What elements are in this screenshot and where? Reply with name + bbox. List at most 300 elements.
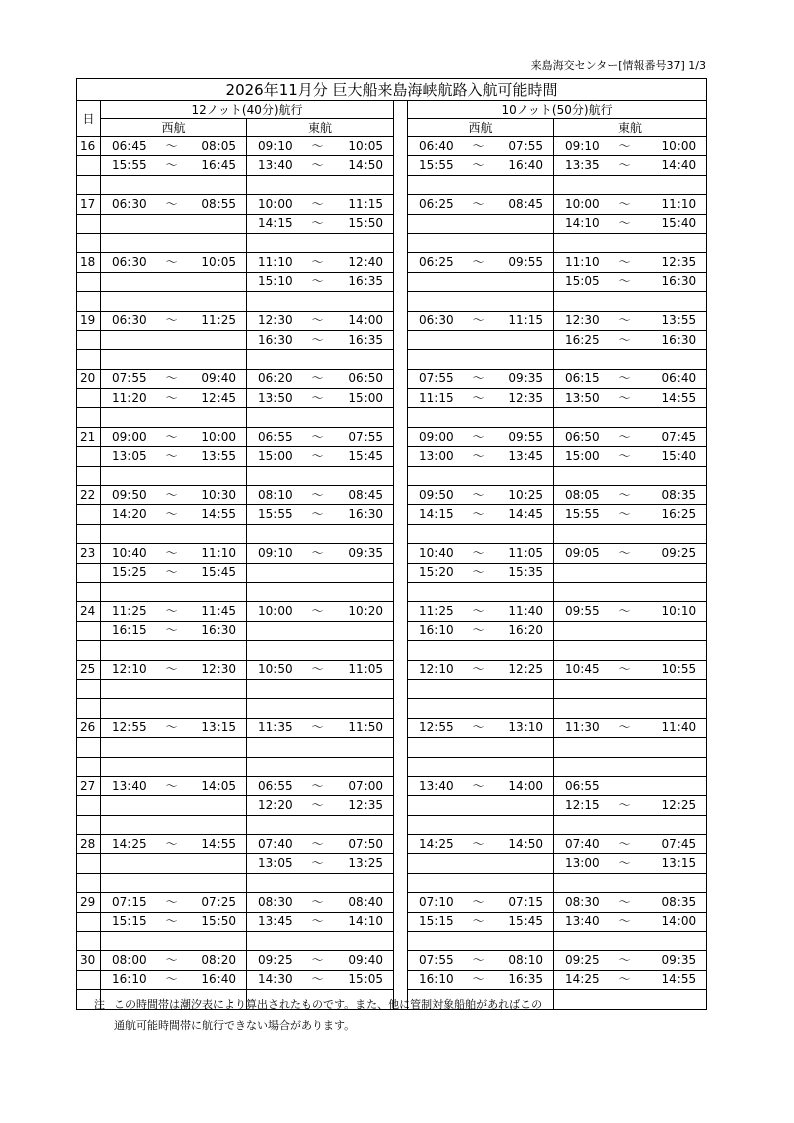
- day-cell-empty: [77, 757, 101, 776]
- range-tilde: ～: [460, 621, 498, 640]
- range-tilde: [299, 932, 337, 951]
- start-time: 13:35: [554, 156, 606, 175]
- range-tilde: ～: [460, 486, 498, 505]
- start-time: 06:15: [554, 369, 606, 388]
- range-tilde: ～: [153, 486, 191, 505]
- range-tilde: ～: [299, 156, 337, 175]
- range-tilde: [460, 466, 498, 485]
- start-time: [554, 563, 606, 582]
- table-row: [77, 175, 707, 194]
- end-time: [498, 330, 554, 349]
- start-time: 06:50: [554, 427, 606, 446]
- range-tilde: ～: [606, 835, 644, 854]
- end-time: 08:55: [191, 195, 247, 214]
- table-row: [77, 408, 707, 427]
- table-row: [77, 796, 707, 815]
- range-tilde: ～: [606, 330, 644, 349]
- table-row: [77, 718, 707, 737]
- start-time: 13:40: [408, 776, 460, 795]
- end-time: [498, 854, 554, 873]
- range-tilde: ～: [606, 854, 644, 873]
- end-time: [191, 738, 247, 757]
- start-time: 11:35: [247, 718, 299, 737]
- footnote-line-2: 通航可能時間帯に航行できない場合があります。: [114, 1019, 356, 1032]
- day-cell-empty: [77, 873, 101, 892]
- end-time: 15:40: [644, 447, 707, 466]
- table-row: [77, 815, 707, 834]
- end-time: 11:10: [191, 544, 247, 563]
- end-time: [644, 466, 707, 485]
- end-time: 15:45: [337, 447, 394, 466]
- end-time: 14:55: [644, 389, 707, 408]
- end-time: [191, 815, 247, 834]
- start-time: [247, 175, 299, 194]
- end-time: [498, 408, 554, 427]
- range-tilde: ～: [299, 796, 337, 815]
- table-row: [77, 660, 707, 679]
- start-time: 07:55: [101, 369, 153, 388]
- range-tilde: ～: [153, 621, 191, 640]
- end-time: 14:00: [644, 912, 707, 931]
- end-time: [337, 524, 394, 543]
- end-time: [337, 175, 394, 194]
- table-row: [77, 486, 707, 505]
- day-cell-empty: [77, 389, 101, 408]
- end-time: 08:10: [498, 951, 554, 970]
- range-tilde: ～: [606, 486, 644, 505]
- end-time: 13:10: [498, 718, 554, 737]
- end-time: 15:00: [337, 389, 394, 408]
- day-cell-empty: [77, 932, 101, 951]
- day-cell: 30: [77, 951, 101, 970]
- end-time: [498, 641, 554, 660]
- start-time: [247, 699, 299, 718]
- end-time: [498, 272, 554, 291]
- range-tilde: ～: [299, 776, 337, 795]
- start-time: 14:15: [247, 214, 299, 233]
- end-time: [191, 854, 247, 873]
- end-time: [337, 757, 394, 776]
- range-tilde: ～: [460, 602, 498, 621]
- table-row: [77, 932, 707, 951]
- range-tilde: ～: [606, 660, 644, 679]
- day-cell-empty: [77, 563, 101, 582]
- end-time: 12:35: [644, 253, 707, 272]
- range-tilde: [299, 175, 337, 194]
- end-time: [498, 214, 554, 233]
- end-time: [498, 524, 554, 543]
- range-tilde: [153, 524, 191, 543]
- end-time: [337, 292, 394, 311]
- range-tilde: [460, 796, 498, 815]
- start-time: 09:10: [554, 137, 606, 156]
- range-tilde: [153, 408, 191, 427]
- start-time: [554, 679, 606, 698]
- start-time: [554, 641, 606, 660]
- west-header: 西航: [408, 119, 554, 137]
- end-time: [644, 292, 707, 311]
- end-time: 08:45: [337, 486, 394, 505]
- end-time: 13:55: [644, 311, 707, 330]
- range-tilde: ～: [299, 427, 337, 446]
- day-cell-empty: [77, 621, 101, 640]
- range-tilde: ～: [460, 951, 498, 970]
- range-tilde: ～: [153, 835, 191, 854]
- end-time: [337, 582, 394, 601]
- start-time: 13:45: [247, 912, 299, 931]
- range-tilde: [460, 292, 498, 311]
- day-cell: 20: [77, 369, 101, 388]
- start-time: [101, 408, 153, 427]
- range-tilde: ～: [299, 660, 337, 679]
- end-time: 16:30: [644, 272, 707, 291]
- start-time: [408, 699, 460, 718]
- table-row: [77, 311, 707, 330]
- end-time: [191, 699, 247, 718]
- end-time: [191, 408, 247, 427]
- end-time: [498, 699, 554, 718]
- end-time: 16:35: [337, 272, 394, 291]
- end-time: 16:40: [191, 970, 247, 989]
- start-time: 06:25: [408, 195, 460, 214]
- end-time: 09:40: [337, 951, 394, 970]
- range-tilde: ～: [606, 544, 644, 563]
- end-time: 09:25: [644, 544, 707, 563]
- day-cell-empty: [77, 408, 101, 427]
- start-time: 06:30: [101, 195, 153, 214]
- table-row: [77, 389, 707, 408]
- start-time: [554, 621, 606, 640]
- table-row: [77, 156, 707, 175]
- end-time: 14:55: [191, 835, 247, 854]
- end-time: 07:55: [337, 427, 394, 446]
- range-tilde: [299, 408, 337, 427]
- day-cell-empty: [77, 272, 101, 291]
- range-tilde: [299, 582, 337, 601]
- start-time: [247, 292, 299, 311]
- end-time: [644, 408, 707, 427]
- day-cell: 27: [77, 776, 101, 795]
- range-tilde: ～: [153, 369, 191, 388]
- range-tilde: ～: [606, 214, 644, 233]
- range-tilde: ～: [606, 505, 644, 524]
- end-time: [337, 233, 394, 252]
- start-time: 14:10: [554, 214, 606, 233]
- end-time: [644, 699, 707, 718]
- start-time: 11:30: [554, 718, 606, 737]
- range-tilde: [299, 641, 337, 660]
- start-time: [408, 757, 460, 776]
- start-time: [554, 582, 606, 601]
- table-row: [77, 738, 707, 757]
- end-time: 16:40: [498, 156, 554, 175]
- range-tilde: ～: [153, 447, 191, 466]
- start-time: [408, 233, 460, 252]
- end-time: 12:35: [498, 389, 554, 408]
- start-time: [247, 524, 299, 543]
- start-time: [101, 796, 153, 815]
- range-tilde: [299, 738, 337, 757]
- day-cell-empty: [77, 466, 101, 485]
- range-tilde: [299, 621, 337, 640]
- end-time: [337, 815, 394, 834]
- start-time: 13:05: [247, 854, 299, 873]
- day-cell: 16: [77, 137, 101, 156]
- end-time: [644, 757, 707, 776]
- day-cell-empty: [77, 738, 101, 757]
- day-cell-empty: [77, 524, 101, 543]
- end-time: 11:45: [191, 602, 247, 621]
- start-time: [408, 408, 460, 427]
- day-cell-empty: [77, 505, 101, 524]
- day-cell: 17: [77, 195, 101, 214]
- end-time: 12:40: [337, 253, 394, 272]
- range-tilde: ～: [460, 195, 498, 214]
- start-time: [408, 796, 460, 815]
- range-tilde: ～: [153, 970, 191, 989]
- start-time: [247, 679, 299, 698]
- end-time: 10:05: [191, 253, 247, 272]
- start-time: [554, 408, 606, 427]
- range-tilde: [606, 990, 644, 1009]
- range-tilde: [153, 815, 191, 834]
- end-time: [644, 873, 707, 892]
- range-tilde: ～: [460, 544, 498, 563]
- range-tilde: [153, 214, 191, 233]
- start-time: 11:20: [101, 389, 153, 408]
- range-tilde: [606, 292, 644, 311]
- range-tilde: ～: [153, 951, 191, 970]
- day-cell-empty: [77, 156, 101, 175]
- start-time: 10:00: [247, 195, 299, 214]
- range-tilde: ～: [299, 951, 337, 970]
- end-time: [644, 524, 707, 543]
- start-time: [554, 757, 606, 776]
- range-tilde: ～: [153, 137, 191, 156]
- day-cell: 23: [77, 544, 101, 563]
- end-time: 10:55: [644, 660, 707, 679]
- end-time: [337, 679, 394, 698]
- end-time: 10:10: [644, 602, 707, 621]
- table-row: [77, 835, 707, 854]
- footnote-label: 注: [94, 998, 105, 1011]
- end-time: 12:30: [191, 660, 247, 679]
- range-tilde: [606, 757, 644, 776]
- table-row: [77, 873, 707, 892]
- start-time: [408, 214, 460, 233]
- day-header: 日: [77, 101, 101, 137]
- end-time: 12:25: [498, 660, 554, 679]
- range-tilde: ～: [299, 486, 337, 505]
- range-tilde: [153, 796, 191, 815]
- table-row: [77, 621, 707, 640]
- end-time: 11:40: [644, 718, 707, 737]
- end-time: 09:35: [337, 544, 394, 563]
- range-tilde: [153, 641, 191, 660]
- end-time: 13:15: [191, 718, 247, 737]
- day-cell: 28: [77, 835, 101, 854]
- day-cell-empty: [77, 641, 101, 660]
- footnote-line-1: この時間帯は潮汐表により算出されたものです。また、他に管制対象船舶があればこの: [114, 998, 543, 1011]
- range-tilde: [606, 233, 644, 252]
- end-time: 15:35: [498, 563, 554, 582]
- start-time: [247, 233, 299, 252]
- range-tilde: [460, 408, 498, 427]
- table-row: [77, 893, 707, 912]
- speed-12-header: 12ノット(40分)航行: [101, 101, 394, 119]
- end-time: 10:30: [191, 486, 247, 505]
- start-time: [408, 738, 460, 757]
- range-tilde: [460, 350, 498, 369]
- start-time: 14:15: [408, 505, 460, 524]
- range-tilde: ～: [606, 137, 644, 156]
- range-tilde: ～: [606, 427, 644, 446]
- range-tilde: [153, 699, 191, 718]
- table-row: [77, 602, 707, 621]
- range-tilde: ～: [460, 776, 498, 795]
- start-time: 16:15: [101, 621, 153, 640]
- end-time: [337, 466, 394, 485]
- day-cell-empty: [77, 292, 101, 311]
- end-time: 08:35: [644, 486, 707, 505]
- start-time: 06:20: [247, 369, 299, 388]
- range-tilde: [606, 408, 644, 427]
- end-time: 15:45: [498, 912, 554, 931]
- end-time: [644, 641, 707, 660]
- page-reference: 来島海交センター[情報番号37] 1/3: [530, 59, 706, 72]
- range-tilde: ～: [299, 505, 337, 524]
- range-tilde: [606, 563, 644, 582]
- start-time: [247, 350, 299, 369]
- day-cell-empty: [77, 350, 101, 369]
- start-time: [554, 699, 606, 718]
- range-tilde: [460, 738, 498, 757]
- start-time: [408, 175, 460, 194]
- range-tilde: ～: [153, 776, 191, 795]
- end-time: [191, 350, 247, 369]
- start-time: 15:00: [554, 447, 606, 466]
- range-tilde: ～: [299, 544, 337, 563]
- range-tilde: ～: [606, 970, 644, 989]
- range-tilde: ～: [606, 272, 644, 291]
- end-time: 15:40: [644, 214, 707, 233]
- range-tilde: ～: [460, 563, 498, 582]
- day-cell: 24: [77, 602, 101, 621]
- start-time: 13:50: [554, 389, 606, 408]
- range-tilde: ～: [299, 893, 337, 912]
- range-tilde: ～: [606, 253, 644, 272]
- range-tilde: ～: [299, 369, 337, 388]
- end-time: [191, 757, 247, 776]
- end-time: [498, 815, 554, 834]
- end-time: [337, 621, 394, 640]
- end-time: 14:00: [498, 776, 554, 795]
- start-time: 12:10: [408, 660, 460, 679]
- start-time: [408, 466, 460, 485]
- range-tilde: ～: [299, 602, 337, 621]
- range-tilde: [153, 757, 191, 776]
- end-time: 15:50: [191, 912, 247, 931]
- range-tilde: ～: [606, 893, 644, 912]
- day-cell-empty: [77, 796, 101, 815]
- end-time: [498, 292, 554, 311]
- start-time: 15:55: [408, 156, 460, 175]
- start-time: 08:05: [554, 486, 606, 505]
- start-time: [408, 524, 460, 543]
- range-tilde: [460, 699, 498, 718]
- end-time: 16:20: [498, 621, 554, 640]
- range-tilde: ～: [153, 253, 191, 272]
- end-time: [644, 932, 707, 951]
- end-time: [644, 621, 707, 640]
- end-time: [644, 815, 707, 834]
- table-title: 2026年11月分 巨大船来島海峡航路入航可能時間: [77, 79, 707, 101]
- day-cell-empty: [77, 970, 101, 989]
- table-row: [77, 757, 707, 776]
- start-time: [101, 873, 153, 892]
- end-time: [191, 524, 247, 543]
- start-time: [554, 873, 606, 892]
- start-time: 12:55: [408, 718, 460, 737]
- range-tilde: ～: [299, 389, 337, 408]
- end-time: [498, 796, 554, 815]
- end-time: [644, 175, 707, 194]
- day-cell-empty: [77, 447, 101, 466]
- start-time: 09:10: [247, 544, 299, 563]
- table-row: [77, 330, 707, 349]
- range-tilde: [299, 350, 337, 369]
- start-time: 12:20: [247, 796, 299, 815]
- end-time: 16:30: [644, 330, 707, 349]
- start-time: 14:30: [247, 970, 299, 989]
- range-tilde: ～: [606, 718, 644, 737]
- end-time: 14:00: [337, 311, 394, 330]
- end-time: [337, 350, 394, 369]
- end-time: [337, 738, 394, 757]
- range-tilde: ～: [299, 253, 337, 272]
- end-time: 14:40: [644, 156, 707, 175]
- start-time: [554, 292, 606, 311]
- range-tilde: [460, 582, 498, 601]
- table-row: [77, 369, 707, 388]
- end-time: 16:25: [644, 505, 707, 524]
- range-tilde: [606, 524, 644, 543]
- start-time: 06:55: [247, 427, 299, 446]
- range-tilde: ～: [606, 156, 644, 175]
- end-time: [644, 738, 707, 757]
- table-row: [77, 233, 707, 252]
- end-time: [191, 641, 247, 660]
- table-row: [77, 776, 707, 795]
- end-time: 07:45: [644, 835, 707, 854]
- end-time: 15:50: [337, 214, 394, 233]
- start-time: [101, 233, 153, 252]
- end-time: [191, 582, 247, 601]
- start-time: 09:00: [101, 427, 153, 446]
- start-time: [247, 408, 299, 427]
- end-time: [498, 932, 554, 951]
- range-tilde: ～: [153, 718, 191, 737]
- end-time: [337, 641, 394, 660]
- start-time: 06:40: [408, 137, 460, 156]
- range-tilde: [299, 292, 337, 311]
- table-row: [77, 214, 707, 233]
- range-tilde: [153, 292, 191, 311]
- start-time: 12:55: [101, 718, 153, 737]
- range-tilde: [299, 679, 337, 698]
- range-tilde: [153, 738, 191, 757]
- start-time: [554, 466, 606, 485]
